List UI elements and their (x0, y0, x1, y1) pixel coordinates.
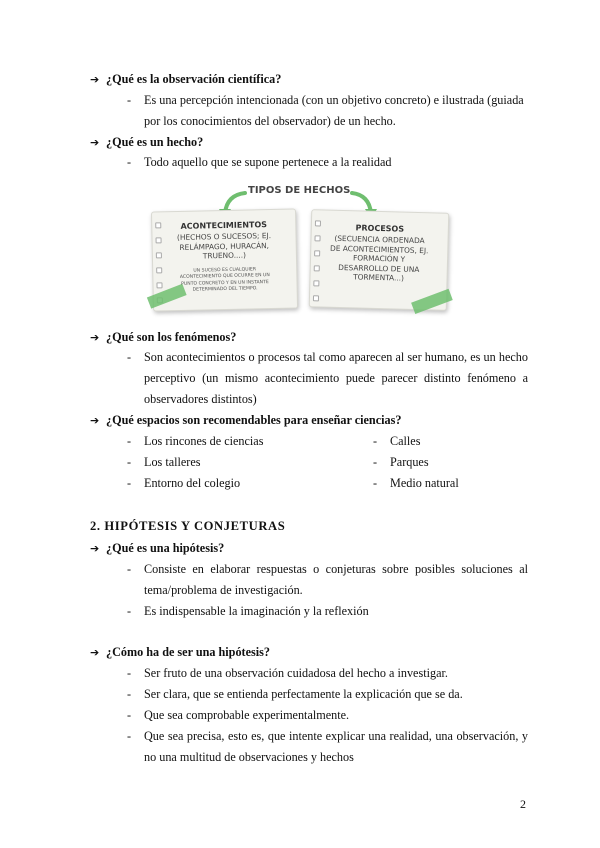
card-subtitle: (HECHOS O SUCESOS; EJ. RELÁMPAGO, HURACÁN, TRUENO....) (176, 231, 272, 261)
item-text-continuation: perceptivo (un mismo acontecimiento puede parecer distinto fenómeno a (144, 371, 528, 385)
question-observacion (90, 72, 281, 87)
item-text-continuation: por los conocimientos del observador) de un hecho. (144, 114, 396, 128)
question-hipotesis (90, 541, 224, 556)
item-text: Consiste en elaborar respuestas o conjeturas sobre posibles soluciones al (144, 562, 528, 576)
question-text: ¿Qué espacios son recomendables para enseñar ciencias? (106, 413, 402, 427)
question-fenomenos (90, 330, 236, 345)
dash-bullet: - (127, 350, 132, 364)
procesos-card (309, 209, 450, 311)
question-text: ¿Qué es una hipótesis? (106, 541, 225, 555)
section-heading: 2. HIPÓTESIS Y CONJETURAS (90, 519, 286, 533)
arrow-bullet-icon: ➔ (90, 646, 100, 659)
page-number: 2 (520, 797, 526, 811)
tipos-de-hechos-illustration (147, 183, 452, 323)
arrow-bullet-icon: ➔ (90, 136, 100, 149)
card-note: UN SUCESO ES CUALQUIER ACONTECIMIENTO QUE OCURRE EN UN PUNTO CONCRETO Y EN UN INSTANTE DETERMINADO DEL TIEMPO. (179, 267, 270, 293)
arrow-bullet-icon: ➔ (90, 331, 100, 344)
item-text: Es indispensable la imaginación y la reflexión (144, 604, 369, 618)
item-text: Todo aquello que se supone pertenece a la realidad (144, 155, 392, 169)
acontecimientos-card (151, 208, 298, 311)
green-tape (411, 289, 453, 314)
question-hecho (90, 135, 203, 150)
item-text: Son acontecimientos o procesos tal como aparecen al ser humano, es un hecho (144, 350, 528, 364)
question-text: ¿Cómo ha de ser una hipótesis? (106, 645, 270, 659)
dash-bullet: - (127, 562, 132, 576)
card-title: PROCESOS (355, 223, 405, 234)
arrow-bullet-icon: ➔ (90, 542, 100, 555)
card-title: ACONTECIMIENTOS (180, 220, 268, 231)
card-subtitle: (SECUENCIA ORDENADA DE ACONTECIMIENTOS, EJ. FORMACIÓN Y DESARROLLO DE UNA TORMENTA...) (330, 233, 429, 284)
dash-bullet: - (127, 604, 132, 618)
dash-bullet: - (127, 93, 132, 107)
question-text: ¿Qué son los fenómenos? (106, 330, 237, 344)
document-page: ➔ ¿Qué es la observación científica? - Es una percepción intencionada (con un objetivo concreto) e ilustrada (guiada por los conocimientos del observador) de un hecho. ➔ ¿Qué es un hecho? - Todo aquello que se supone pertenece a la realidad TIPOS DE HECHOS ACONTECIMIENTOS (HECHOS O SUCESOS; EJ. RELÁMPAGO, HURACÁN, TRUENO....) UN SUCESO ES CUALQUIER ACONTECIMIENTO QUE OCURRE EN UN PUNTO CONCRETO Y EN UN INSTANTE DETERMINADO DEL TIEMPO. PROCESOS (SECUENCIA ORDENADA DE ACONTECIMIENTOS, EJ. FORMACIÓN Y DESARROLLO DE UNA TORMENTA...) ➔ ¿Qué son los fenómenos? - Son acontecimientos o procesos tal como aparecen al ser humano, es un hecho perceptivo (un mismo acontecimiento puede parecer distinto fenómeno a observadores distintos) ➔ ¿Qué espacios son recomendables para enseñar ciencias? - Los rincones de ciencias - Los talleres - Entorno del colegio - Calles - Parques - Medio natural 2. HIPÓTESIS Y CONJETURAS ➔ ¿Qué es una hipótesis? - Consiste en elaborar respuestas o conjeturas sobre posibles soluciones al tema/problema de investigación. - Es indispensable la imaginación y la reflexión ➔ ¿Cómo ha de ser una hipótesis? - Ser fruto de una observación cuidadosa del hecho a investigar. - Ser clara, que se entienda perfectamente la explicación que se da. - Que sea comprobable experimentalmente. - Que sea precisa, esto es, que intente explicar una realidad, una observación, y no una multitud de observaciones y hechos 2 (90, 72, 528, 811)
arrow-bullet-icon: ➔ (90, 414, 100, 427)
arrow-bullet-icon: ➔ (90, 73, 100, 86)
item-text-continuation: observadores distintos) (144, 392, 257, 406)
illustration-title: TIPOS DE HECHOS (248, 185, 351, 196)
question-como-hipotesis (90, 645, 270, 660)
question-text: ¿Qué es la observación científica? (106, 72, 282, 86)
item-text-continuation: tema/problema de investigación. (144, 583, 303, 597)
item-text-continuation: no una multitud de observaciones y hechos (144, 750, 354, 764)
item-text: Es una percepción intencionada (con un objetivo concreto) e ilustrada (guiada (144, 93, 524, 107)
question-espacios (90, 413, 401, 428)
question-text: ¿Qué es un hecho? (106, 135, 204, 149)
dash-bullet: - (127, 155, 132, 169)
